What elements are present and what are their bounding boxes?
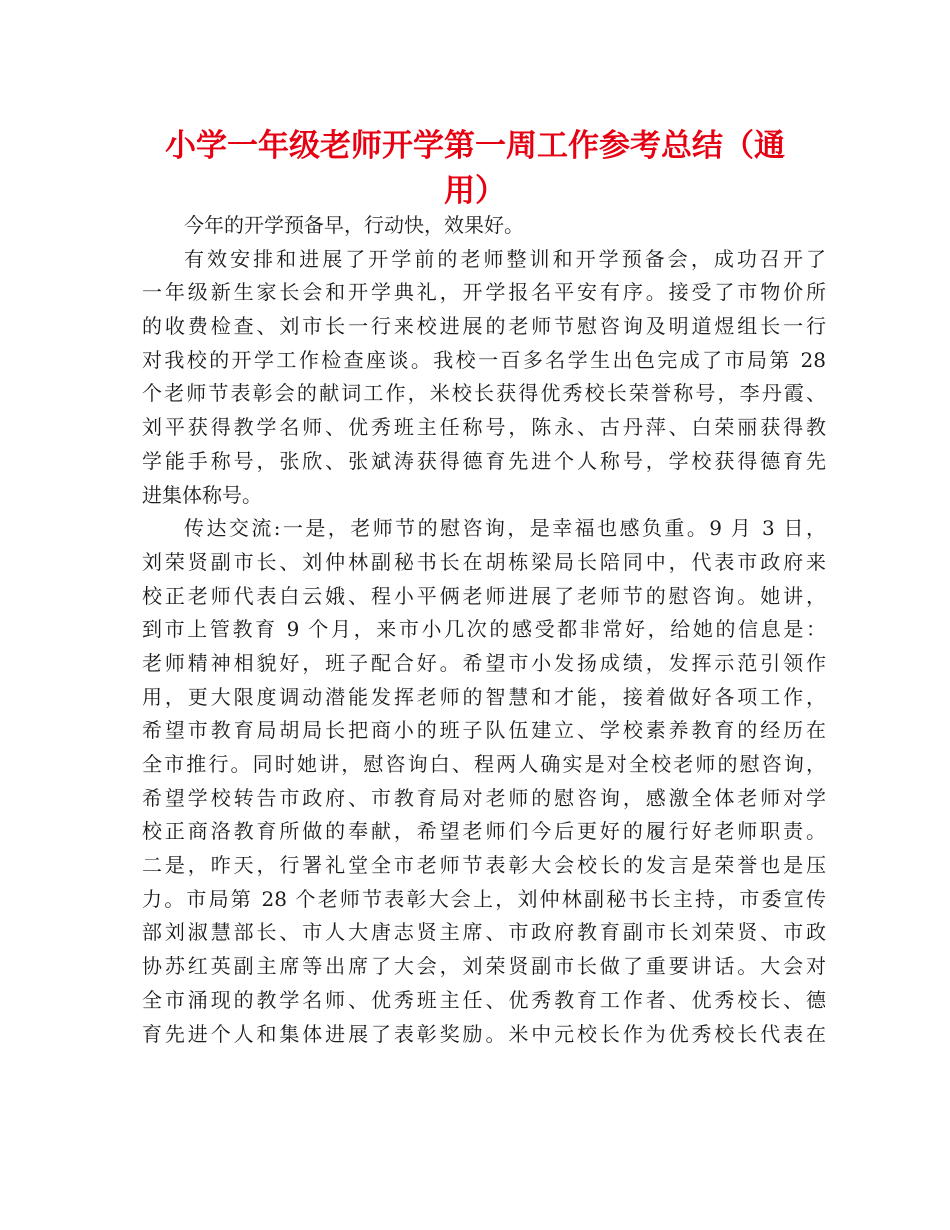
paragraph-line: 刘平获得教学名师、优秀班主任称号，陈永、古丹萍、白荣丽获得教 (142, 415, 826, 440)
title-line: 小学一年级老师开学第一周工作参考总结（通 (165, 128, 785, 164)
title-line: 用） (444, 173, 506, 209)
document-title (140, 124, 810, 214)
paragraph-line: 协苏红英副主席等出席了大会，刘荣贤副市长做了重要讲话。大会对 (142, 954, 826, 979)
paragraph-line: 个老师节表彰会的献词工作，米校长获得优秀校长荣誉称号，李丹霞、 (142, 381, 826, 406)
paragraph-line: 到市上管教育 9 个月，来市小几次的感受都非常好，给她的信息是： (142, 617, 826, 642)
paragraph-line: 老师精神相貌好，班子配合好。希望市小发扬成绩，发挥示范引领作 (142, 650, 826, 675)
paragraph-line: 刘荣贤副市长、刘仲林副秘书长在胡栋梁局长陪同中，代表市政府来 (142, 549, 826, 574)
paragraph-line: 学能手称号，张欣、张斌涛获得德育先进个人称号，学校获得德育先 (142, 448, 826, 473)
paragraph-line: 育先进个人和集体进展了表彰奖励。米中元校长作为优秀校长代表在 (142, 1021, 826, 1046)
paragraph-line: 有效安排和进展了开学前的老师整训和开学预备会，成功召开了 (184, 246, 826, 271)
paragraph-line: 希望学校转告市政府、市教育局对老师的慰咨询，感激全体老师对学 (142, 785, 826, 810)
paragraph-line: 今年的开学预备早，行动快，效果好。 (184, 213, 524, 237)
paragraph-line: 一年级新生家长会和开学典礼，开学报名平安有序。接受了市物价所 (142, 280, 826, 305)
paragraph-line: 全市涌现的教学名师、优秀班主任、优秀教育工作者、优秀校长、德 (142, 987, 826, 1012)
paragraph-line: 二是，昨天，行署礼堂全市老师节表彰大会校长的发言是荣誉也是压 (142, 853, 826, 878)
document-body (142, 209, 826, 1051)
paragraph-line: 校正老师代表白云娥、程小平俩老师进展了老师节的慰咨询。她讲， (142, 583, 826, 608)
paragraph-line: 部刘淑慧部长、市人大唐志贤主席、市政府教育副市长刘荣贤、市政 (142, 920, 826, 945)
paragraph-line: 力。市局第 28 个老师节表彰大会上，刘仲林副秘书长主持，市委宣传 (142, 886, 826, 911)
paragraph-line: 用，更大限度调动潜能发挥老师的智慧和才能，接着做好各项工作， (142, 684, 826, 709)
paragraph-line: 进集体称号。 (142, 482, 262, 507)
paragraph-line: 的收费检查、刘市长一行来校进展的老师节慰咨询及明道煜组长一行 (142, 314, 826, 339)
paragraph-line: 对我校的开学工作检查座谈。我校一百多名学生出色完成了市局第 28 (142, 347, 826, 372)
paragraph-line: 传达交流:一是，老师节的慰咨询，是幸福也感负重。9 月 3 日， (184, 516, 826, 541)
paragraph-line: 校正商洛教育所做的奉献，希望老师们今后更好的履行好老师职责。 (142, 819, 826, 844)
paragraph-line: 希望市教育局胡局长把商小的班子队伍建立、学校素养教育的经历在 (142, 718, 826, 743)
paragraph-line: 全市推行。同时她讲，慰咨询白、程两人确实是对全校老师的慰咨询， (142, 752, 826, 776)
